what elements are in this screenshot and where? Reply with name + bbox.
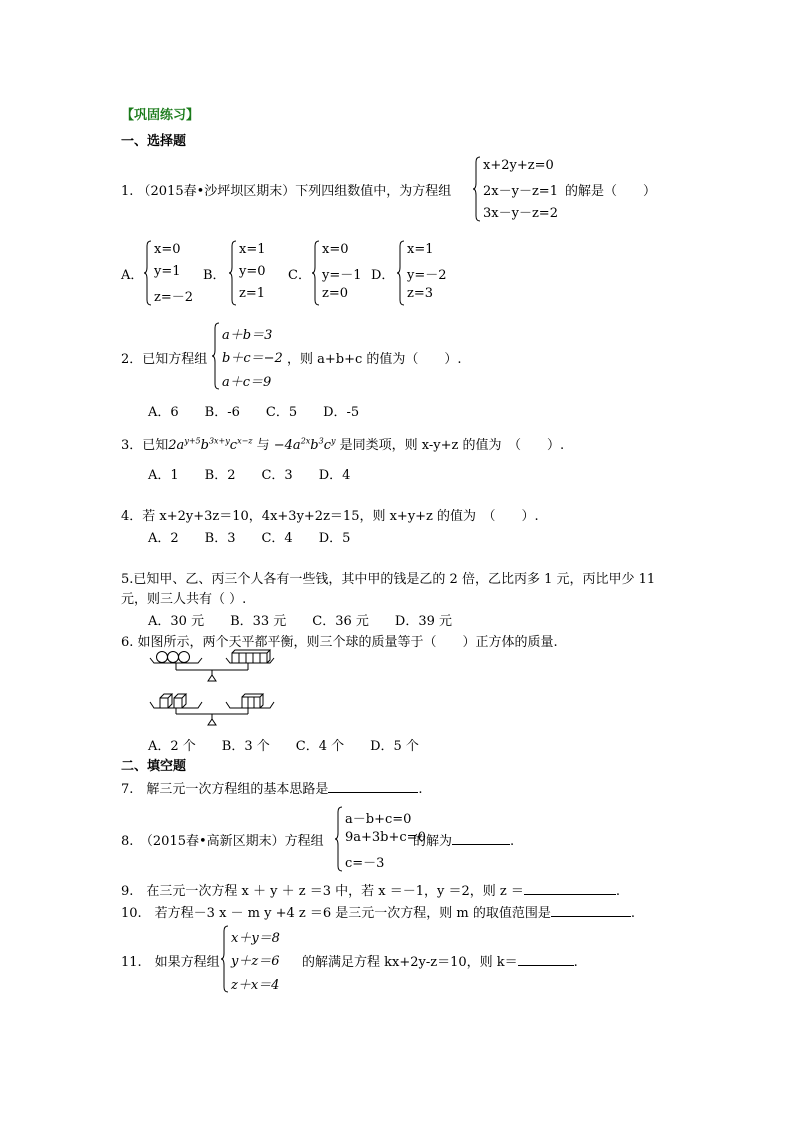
- brace-icon: [144, 240, 152, 306]
- q2-suffix: ，则 a+b+c 的值为（ ）.: [287, 352, 462, 367]
- q1-option-d: [397, 240, 457, 306]
- brace-icon: [312, 240, 320, 306]
- q1-option-a-line: z=－2: [154, 290, 194, 305]
- q6-text: 6. 如图所示，两个天平都平衡，则三个球的质量等于（ ）正方体的质量.: [121, 635, 558, 650]
- q8-tail: 的解为 .: [413, 834, 515, 849]
- balance-scale-figure: [146, 648, 286, 728]
- q7-answer-blank[interactable]: [328, 780, 418, 793]
- q1-option-c-line: x=0: [322, 242, 349, 257]
- q1-option-d-line: z=3: [407, 286, 434, 301]
- q2-eq2: b＋c＝−2: [222, 351, 283, 366]
- q1-option-c: [312, 240, 372, 306]
- part2-title: 二、填空题: [121, 759, 187, 774]
- q10-text: 10. 若方程－3 x － m y +4 z ＝6 是三元一次方程，则 m 的取值范围是: [121, 906, 551, 921]
- q6-options: A．2 个 B．3 个 C．4 个 D．5 个: [148, 739, 419, 754]
- q1-option-a-label: A．: [121, 268, 144, 283]
- q3-suffix: 是同类项，则 x-y+z 的值为 （ ）.: [335, 438, 565, 453]
- q1-option-d-line: y=－2: [407, 268, 447, 283]
- q1-option-c-line: z=0: [322, 286, 349, 301]
- q10-answer-blank[interactable]: [551, 904, 631, 917]
- brace-icon: [473, 156, 481, 222]
- q4-text: 4．若 x+2y+3z＝10，4x+3y+2z＝15，则 x+y+z 的值为 （ ）.: [121, 509, 539, 524]
- q1-option-b-line: y=0: [239, 264, 266, 279]
- q8-prefix: 8. （2015春•高新区期末）方程组: [121, 834, 324, 849]
- q2-eq1: a＋b＝3: [222, 328, 273, 343]
- q2-eq3: a＋c＝9: [222, 375, 272, 390]
- brace-icon: [397, 240, 405, 306]
- q1-option-b-line: x=1: [239, 242, 266, 257]
- q1-eq2: 2x－y－z=1: [483, 184, 558, 199]
- q4-options: A．2 B．3 C．4 D．5: [148, 531, 351, 546]
- q1-option-a-line: x=0: [154, 242, 181, 257]
- q2-prefix: 2．已知方程组: [121, 352, 208, 367]
- q1-option-a: [144, 240, 204, 306]
- q1-option-b: [229, 240, 289, 306]
- q3-line: [121, 434, 564, 453]
- q11-prefix: 11. 如果方程组: [121, 955, 220, 970]
- q7-text: 7. 解三元一次方程组的基本思路是: [121, 782, 329, 797]
- q3-term2: $-4a^{2x}b^3c^y$: [273, 436, 336, 453]
- top-balance: [150, 650, 274, 681]
- q1-eq3: 3x－y－z=2: [483, 206, 558, 221]
- ball-icon: [179, 652, 190, 663]
- q11-eq1: x＋y＝8: [231, 931, 280, 946]
- q11-tail: 的解满足方程 kx+2y-z＝10，则 k＝ .: [302, 955, 578, 970]
- q1-suffix: 的解是（ ）: [565, 184, 657, 199]
- q11-answer-blank[interactable]: [518, 953, 574, 966]
- q3-mid: 与: [252, 438, 274, 453]
- section-practice-heading: 【巩固练习】: [121, 108, 200, 123]
- q8-eq3: c=－3: [345, 856, 385, 871]
- q9-line: 9. 在三元一次方程 x ＋ y ＋ z ＝3 中，若 x ＝－1，y ＝2，则 z ＝ .: [121, 884, 620, 899]
- q1-prefix: 1. （2015春•沙坪坝区期末）下列四组数值中，为方程组: [121, 184, 452, 199]
- q7-line: 7. 解三元一次方程组的基本思路是 .: [121, 782, 423, 797]
- q10-line: 10. 若方程－3 x － m y +4 z ＝6 是三元一次方程，则 m 的取值范围是 .: [121, 906, 636, 921]
- brace-icon: [335, 806, 343, 872]
- cube-icon: [232, 650, 270, 663]
- fulcrum-icon: [208, 719, 216, 725]
- q11-eq3: z＋x＝4: [231, 978, 280, 993]
- ball-icon: [157, 652, 168, 663]
- q8-eq2: 9a+3b+c=0: [345, 830, 426, 845]
- brace-icon: [221, 925, 229, 993]
- q9-answer-blank[interactable]: [524, 882, 616, 895]
- q11-eq2: y＋z＝6: [231, 954, 280, 969]
- q8-suffix: 的解为: [413, 834, 453, 849]
- q5-line1: 5.已知甲、乙、丙三个人各有一些钱，其中甲的钱是乙的 2 倍，乙比丙多 1 元，丙比甲少 11: [121, 572, 656, 587]
- part1-title: 一、选择题: [121, 134, 187, 149]
- q1-eq1: x+2y+z=0: [483, 158, 554, 173]
- q1-option-a-line: y=1: [154, 264, 181, 279]
- q1-option-d-label: D．: [371, 268, 395, 283]
- q8-answer-blank[interactable]: [452, 832, 510, 845]
- q1-option-d-line: x=1: [407, 242, 434, 257]
- q3-term1: $2a^{y+5}b^{3x+y}c^{x-z}$: [168, 436, 253, 453]
- q3-options: A．1 B．2 C．3 D．4: [148, 468, 351, 483]
- q2-options: A．6 B．-6 C．5 D．-5: [148, 405, 360, 420]
- ball-icon: [168, 652, 179, 663]
- q1-option-b-line: z=1: [239, 286, 266, 301]
- q1-option-c-line: y=－1: [322, 268, 362, 283]
- q1-option-c-label: C．: [288, 268, 311, 283]
- brace-icon: [229, 240, 237, 306]
- q9-text: 9. 在三元一次方程 x ＋ y ＋ z ＝3 中，若 x ＝－1，y ＝2，则 z ＝: [121, 884, 524, 899]
- q1-option-b-label: B．: [203, 268, 226, 283]
- q8-eq1: a－b+c=0: [345, 812, 412, 827]
- brace-icon: [212, 322, 220, 390]
- q3-prefix: 3．已知: [121, 438, 169, 453]
- q5-line2: 元，则三人共有（ ）.: [121, 592, 247, 607]
- bottom-balance: [150, 694, 274, 725]
- fulcrum-icon: [208, 675, 216, 681]
- q11-suffix: 的解满足方程 kx+2y-z＝10，则 k＝: [302, 955, 518, 970]
- q5-options: A．30 元 B．33 元 C．36 元 D．39 元: [148, 614, 453, 629]
